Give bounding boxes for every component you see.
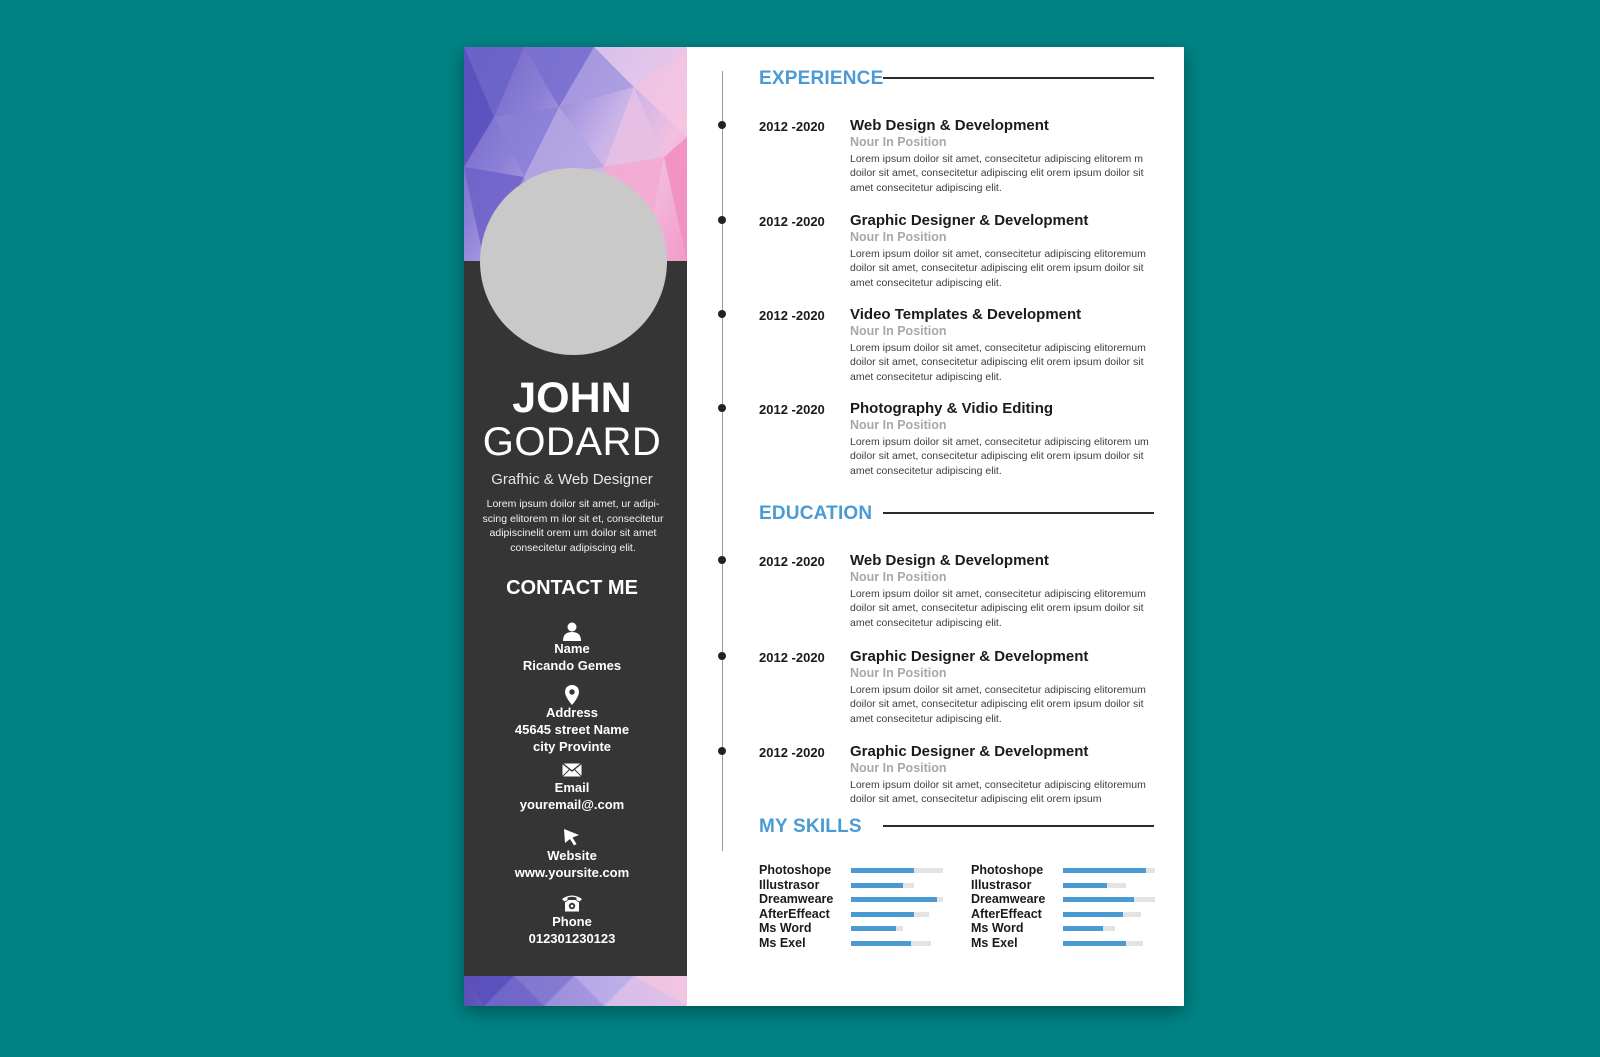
skill-row — [759, 863, 944, 878]
envelope-icon — [562, 763, 582, 777]
skill-bar-fill — [1063, 883, 1107, 888]
skill-bar-track — [851, 926, 903, 931]
cursor-icon — [563, 828, 581, 846]
skill-name: Dreamweare — [971, 892, 1046, 907]
about-text: Lorem ipsum doilor sit amet, ur adipi-scing elitorem m ilor sit et, consecitetur adipiscinelit orem um doilor sit amet consecitetur adipiscing elit. — [482, 498, 664, 554]
contact-label: Website — [547, 848, 597, 863]
skill-row — [971, 921, 1156, 936]
skill-bar-fill — [851, 941, 911, 946]
skill-bar-track — [1063, 868, 1155, 873]
skill-bar-fill — [1063, 912, 1123, 917]
skill-bar-fill — [851, 868, 914, 873]
timeline-dot — [718, 310, 726, 318]
contact-value: youremail@.com — [519, 797, 625, 812]
section-title-education: EDUCATION — [759, 503, 873, 524]
skill-bar-track — [1063, 897, 1155, 902]
timeline-dot — [718, 556, 726, 564]
skill-bar-fill — [851, 926, 896, 931]
skill-row — [971, 878, 1156, 893]
entry-title: Photography & Vidio Editing — [850, 400, 1054, 417]
entry-subtitle: Nour In Position — [850, 570, 947, 584]
entry-description: Lorem ipsum doilor sit amet, consecitetur adipiscing elitoremum doilor sit amet, consecitetur adipiscing elit orem ipsum doilor sit amet consecitetur adipiscing elit. — [850, 684, 1146, 725]
entry-title: Web Design & Development — [850, 552, 1049, 569]
skill-bar-fill — [851, 883, 903, 888]
skill-name: AfterEffeact — [759, 906, 830, 921]
section-rule-education — [883, 512, 1154, 514]
skill-name: AfterEffeact — [971, 906, 1042, 921]
entry-description: Lorem ipsum doilor sit amet, consecitetur adipiscing elitorem um doilor sit amet, consecitetur adipiscing elit orem ipsum doilor sit amet consecitetur adipiscing elit. — [850, 436, 1149, 477]
location-pin-icon — [564, 685, 580, 705]
skill-row — [759, 936, 944, 951]
timeline-dot — [718, 121, 726, 129]
skill-name: Ms Word — [759, 921, 812, 936]
contact-value: www.yoursite.com — [514, 865, 630, 880]
skill-bar-track — [1063, 941, 1143, 946]
contact-title: CONTACT ME — [506, 577, 638, 599]
skill-name: Photoshope — [759, 863, 832, 877]
skill-name: Photoshope — [971, 863, 1044, 877]
name-first: JOHN — [512, 374, 632, 422]
entry-title: Graphic Designer & Development — [850, 648, 1089, 665]
sidebar — [464, 47, 687, 1006]
skill-bar-track — [851, 868, 943, 873]
skill-bar-fill — [1063, 897, 1134, 902]
entry-years: 2012 -2020 — [759, 119, 825, 134]
section-title-skills: MY SKILLS — [759, 816, 862, 837]
entry-years: 2012 -2020 — [759, 214, 825, 229]
skill-row — [971, 907, 1156, 922]
skill-bar-track — [1063, 926, 1115, 931]
entry-years: 2012 -2020 — [759, 650, 825, 665]
contact-website — [464, 828, 680, 881]
entry-subtitle: Nour In Position — [850, 324, 947, 338]
contact-value: Ricando Gemes — [522, 658, 622, 673]
contact-address — [464, 685, 680, 755]
person-icon — [562, 621, 582, 641]
entry-title: Web Design & Development — [850, 117, 1049, 134]
entry-title: Video Templates & Development — [850, 306, 1082, 323]
profile-photo-placeholder — [480, 168, 667, 355]
telephone-icon — [561, 893, 583, 912]
entry-subtitle: Nour In Position — [850, 666, 947, 680]
entry-description: Lorem ipsum doilor sit amet, consecitetur adipiscing elitoremum doilor sit amet, consecitetur adipiscing elit orem ipsum doilor sit amet consecitetur adipiscing elit. — [850, 588, 1146, 629]
entry-years: 2012 -2020 — [759, 308, 825, 323]
skill-row — [971, 936, 1156, 951]
skill-bar-track — [1063, 883, 1126, 888]
entry-years: 2012 -2020 — [759, 554, 825, 569]
contact-label: Email — [554, 780, 590, 795]
skill-bar-track — [851, 883, 914, 888]
contact-value: 45645 street Name — [514, 722, 630, 737]
timeline-dot — [718, 652, 726, 660]
timeline-experience — [722, 71, 723, 524]
skill-name: Dreamweare — [759, 892, 834, 907]
skill-row — [971, 863, 1156, 878]
contact-value: 012301230123 — [528, 931, 616, 946]
section-rule-experience — [883, 77, 1154, 79]
skill-row — [759, 907, 944, 922]
entry-years: 2012 -2020 — [759, 745, 825, 760]
timeline-dot — [718, 216, 726, 224]
entry-title: Graphic Designer & Development — [850, 212, 1089, 229]
entry-description: Lorem ipsum doilor sit amet, consecitetur adipiscing elitoremum doilor sit amet, consecitetur adipiscing elit orem ipsum doilor sit amet consecitetur adipiscing elit. — [850, 342, 1146, 383]
skill-bar-track — [851, 897, 943, 902]
skill-bar-fill — [1063, 926, 1103, 931]
name-last: GODARD — [482, 420, 662, 464]
entry-description: Lorem ipsum doilor sit amet, consecitetur adipiscing elitorem m doilor sit amet, consecitetur adipiscing elit orem ipsum doilor sit amet consecitetur adipiscing elit. — [850, 153, 1144, 194]
skill-bar-track — [1063, 912, 1141, 917]
contact-name — [464, 621, 680, 674]
contact-label: Phone — [552, 914, 592, 929]
skill-name: Ms Word — [971, 921, 1024, 936]
entry-subtitle: Nour In Position — [850, 761, 947, 775]
skill-row — [759, 892, 944, 907]
polygon-banner-bottom — [464, 976, 687, 1006]
entry-description: Lorem ipsum doilor sit amet, consecitetur adipiscing elitoremum doilor sit amet, consecitetur adipiscing elit orem ipsum — [850, 779, 1146, 806]
skill-bar-fill — [851, 897, 937, 902]
contact-phone — [464, 893, 680, 947]
skills-column-left — [759, 863, 944, 951]
skill-bar-track — [851, 912, 929, 917]
resume-sheet — [464, 47, 1184, 1006]
contact-email — [464, 763, 680, 813]
entry-description: Lorem ipsum doilor sit amet, consecitetur adipiscing elitoremum doilor sit amet, consecitetur adipiscing elit orem ipsum doilor sit amet consecitetur adipiscing elit. — [850, 248, 1146, 289]
timeline-dot — [718, 404, 726, 412]
skill-row — [759, 921, 944, 936]
skill-bar-track — [851, 941, 931, 946]
section-title-experience: EXPERIENCE — [759, 68, 884, 89]
contact-label: Name — [554, 641, 590, 656]
job-role: Grafhic & Web Designer — [491, 471, 653, 488]
skill-bar-fill — [851, 912, 914, 917]
skill-name: Ms Exel — [971, 935, 1018, 950]
timeline-dot — [718, 747, 726, 755]
skills-column-right — [971, 863, 1156, 951]
skill-name: Ms Exel — [759, 935, 806, 950]
skill-bar-fill — [1063, 868, 1146, 873]
entry-subtitle: Nour In Position — [850, 230, 947, 244]
section-rule-skills — [883, 825, 1154, 827]
entry-years: 2012 -2020 — [759, 402, 825, 417]
contact-value: city Provinte — [532, 739, 612, 754]
skill-row — [759, 878, 944, 893]
skill-bar-fill — [1063, 941, 1126, 946]
entry-subtitle: Nour In Position — [850, 135, 947, 149]
skill-name: Illustrasor — [971, 877, 1032, 892]
contact-label: Address — [545, 705, 599, 720]
entry-subtitle: Nour In Position — [850, 418, 947, 432]
entry-title: Graphic Designer & Development — [850, 743, 1089, 760]
skill-row — [971, 892, 1156, 907]
skill-name: Illustrasor — [759, 877, 820, 892]
